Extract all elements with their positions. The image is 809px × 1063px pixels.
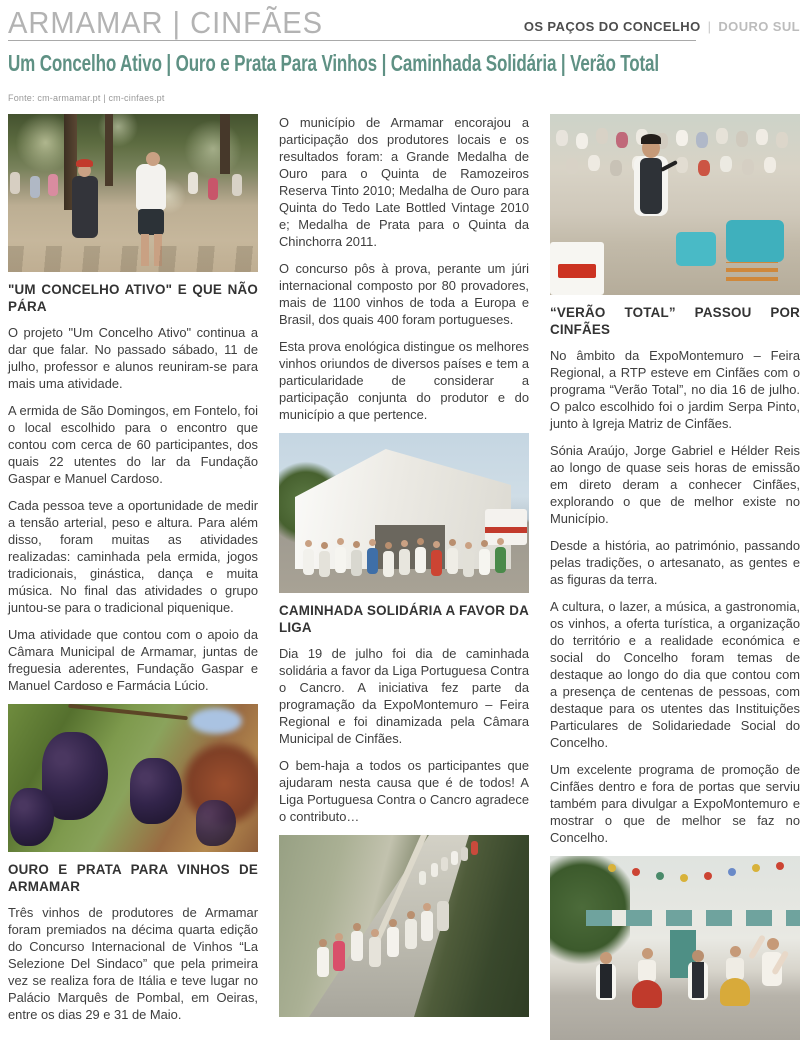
region-label: DOURO SUL	[718, 19, 800, 34]
paragraph: A ermida de São Domingos, em Fontelo, foi o local escolhido para o encontro que contou com cerca de 60 participantes, dos quais 22 utentes do lar da Fundação Gaspar e Manuel Cardoso.	[8, 403, 258, 486]
column-left	[8, 114, 258, 1040]
paragraph: Três vinhos de produtores de Armamar foram premiados na décima quarta edição do Concurso Internacional de Vinhos “La Selezione Del Sindaco” que pela primeira vez se realiza fora de Itália e teve lugar no Palácio Marquês de Pombal, em Oeiras, entre os dias 29 e 31 de Maio.	[8, 905, 258, 1022]
source-line: Fonte: cm-armamar.pt | cm-cinfaes.pt	[8, 93, 165, 103]
photo-expo-tent	[279, 433, 529, 593]
photo-grape-vines	[8, 704, 258, 852]
masthead	[0, 0, 809, 38]
article-heading: “VERÃO TOTAL” PASSOU POR CINFÃES	[550, 305, 800, 337]
paragraph: O bem-haja a todos os participantes que ajudaram nesta causa que é de todos! A Liga Portuguesa Contra o Cancro agradece o contributo…	[279, 758, 529, 824]
paragraph: Desde a história, ao património, passando pelas tradições, o artesanato, as gentes e as figuras da terra.	[550, 538, 800, 587]
section-label: OS PAÇOS DO CONCELHO	[523, 19, 701, 34]
masthead-right	[524, 19, 800, 38]
paragraph: No âmbito da ExpoMontemuro – Feira Regional, a RTP esteve em Cinfães com o programa “Verão Total”, no dia 16 de julho. O palco escolhido foi o jardim Serpa Pinto, junto à Igreja Matriz de Cinfães.	[550, 348, 800, 431]
paragraph: O projeto "Um Concelho Ativo" continua a dar que falar. No passado sábado, 11 de julho, professor e alunos reuniram-se para mais uma atividade.	[8, 325, 258, 391]
paragraph: O município de Armamar encorajou a participação dos produtores locais e os resultados foram: a Grande Medalha de Ouro para o Quinta de Ramozeiros Reserva Tinto 2010; Medalha de Ouro para Quinta do Tedo Late Bottled Vintage 2010 e; Medalha de Prata para o Quinta da Chinchorra 2011.	[279, 115, 529, 249]
article-heading: "UM CONCELHO ATIVO" E QUE NÃO PÁRA	[8, 282, 258, 314]
paragraph: Cada pessoa teve a oportunidade de medir a tensão arterial, peso e altura. Para além disso, foram muitas as atividades realizadas: caminhada pela ermida, jogos tradicionais, ginástica, dança e muita música. No final das atividades o grupo juntou-se para o tradicional piquenique.	[8, 498, 258, 615]
header-rule	[8, 40, 696, 41]
paragraph: O concurso pôs à prova, perante um júri internacional composto por 80 provadores, mais de 1100 vinhos de toda a Europa e Brasil, dos quais 400 foram portugueses.	[279, 261, 529, 327]
page-title: ARMAMAR | CINFÃES	[8, 5, 323, 40]
paragraph: Uma atividade que contou com o apoio da Câmara Municipal de Armamar, juntas de freguesia aderentes, Fundação Gaspar e Manuel Cardoso e Farmácia Lúcio.	[8, 627, 258, 693]
paragraph: Um excelente programa de promoção de Cinfães dentro e fora de portas que serviu também para divulgar a ExpoMontemuro e mostrar o que de melhor se faz no Concelho.	[550, 762, 800, 845]
column-right	[550, 114, 800, 1040]
photo-folk-dancing	[550, 856, 800, 1040]
paragraph: Sónia Araújo, Jorge Gabriel e Hélder Reis ao longo de quase seis horas de emissão em direto deram a conhecer Cinfães, explorando o que de melhor existe no Município.	[550, 443, 800, 526]
column-middle	[279, 114, 529, 1040]
photo-outdoor-activity	[8, 114, 258, 272]
paragraph: Esta prova enológica distingue os melhores vinhos oriundos de diversos países e tem a particularidade de considerar a participação conjunta do produtor e do município a que pertence.	[279, 339, 529, 422]
photo-solidarity-walk	[279, 835, 529, 1017]
paragraph: A cultura, o lazer, a música, a gastronomia, os vinhos, a oferta turística, a organização do território e a realidade económica e social do Concelho foram temas de destaque ao longo do dia que contou com a presença de centenas de pessoas, com destaque para os utentes das Instituições Particulares de Solidariedade Social do Concelho.	[550, 599, 800, 750]
photo-verao-total-stage	[550, 114, 800, 295]
article-columns	[0, 103, 809, 1040]
article-heading: OURO E PRATA PARA VINHOS DE ARMAMAR	[8, 862, 258, 894]
divider-glyph: |	[707, 19, 712, 34]
article-heading: CAMINHADA SOLIDÁRIA A FAVOR DA LIGA	[279, 603, 529, 635]
headline-strip: Um Concelho Ativo | Ouro e Prata Para Vinhos | Caminhada Solidária | Verão Total	[8, 50, 659, 76]
paragraph: Dia 19 de julho foi dia de caminhada solidária a favor da Liga Portuguesa Contra o Cancro. A iniciativa fez parte da programação da ExpoMontemuro – Feira Regional e foi dinamizada pela Câmara Municipal de Cinfães.	[279, 646, 529, 746]
